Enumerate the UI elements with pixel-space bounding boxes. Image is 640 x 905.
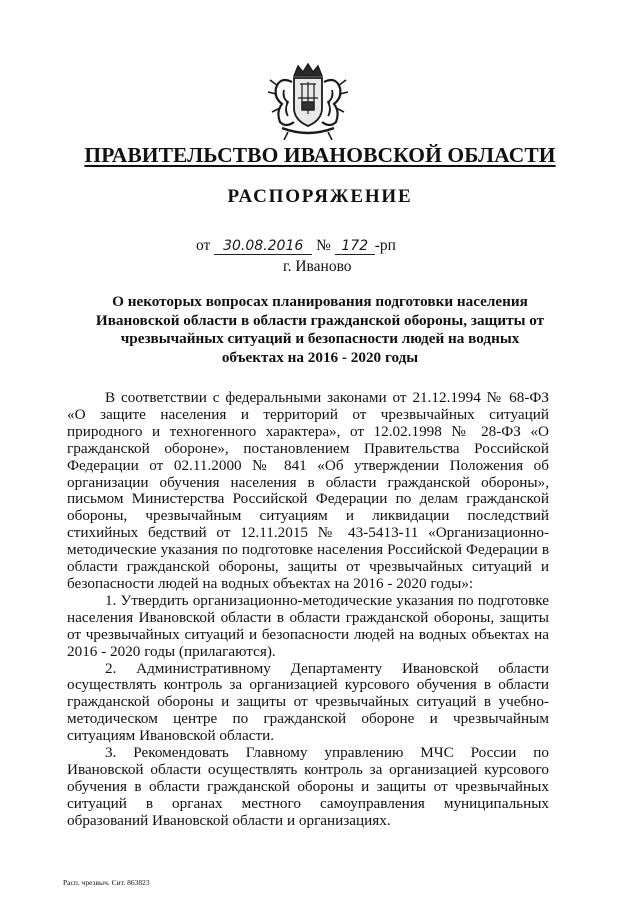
footer-reference: Расп. чрезвыч. Сит. 863823 bbox=[63, 878, 150, 887]
handwritten-date: 30.08.2016 bbox=[214, 239, 312, 255]
number-sign: № bbox=[316, 237, 331, 254]
government-title: ПРАВИТЕЛЬСТВО ИВАНОВСКОЙ ОБЛАСТИ bbox=[84, 143, 556, 167]
coat-of-arms-icon bbox=[264, 62, 352, 144]
clause-2: 2. Административному Департаменту Ивановской области осуществлять контроль за организацией курсового обучения в области гражданской обороны и защиты от чрезвычайных ситуаций в учебно-методическом центре по гражданской обороне и чрезвычайным ситуациям Ивановской области. bbox=[67, 659, 549, 745]
preamble-paragraph: В соответствии с федеральными законами от 21.12.1994 № 68-ФЗ «О защите населения и территорий от чрезвычайных ситуаций природного и техногенного характера», от 12.02.1998 № 28-ФЗ «О гражданской обороне», постановлением Правительства Российской Федерации от 02.11.2000 № 841 «Об утверждении Положения об организации обучения населения в области гражданской обороны», письмом Министерства Российской Федерации по делам гражданской обороны, чрезвычайным ситуациям и ликвидации последствий стихийных бедствий от 12.11.2015 № 43-5413-11 «Организационно-методические указания по подготовке населения Российской Федерации в области гражданской обороны, защиты от чрезвычайных ситуаций и безопасности людей на водных объектах на 2016 - 2020 годы»: bbox=[67, 389, 549, 592]
clause-3: 3. Рекомендовать Главному управлению МЧС России по Ивановской области осуществлять контроль за организацией курсового обучения в области гражданской обороны и защиты от чрезвычайных ситуаций в органах местного самоуправления муниципальных образований Ивановской области и организациях. bbox=[67, 744, 549, 829]
city: г. Иваново bbox=[283, 258, 352, 275]
number-suffix: -рп bbox=[374, 237, 396, 254]
clause-1: 1. Утвердить организационно-методические указания по подготовке населения Ивановской области в области гражданской обороны, защиты от чрезвычайных ситуаций и безопасности людей на водных объектах на 2016 - 2020 годы (прилагаются). bbox=[67, 591, 549, 660]
document-type: РАСПОРЯЖЕНИЕ bbox=[227, 186, 413, 207]
date-prefix: от bbox=[196, 237, 211, 254]
document-body bbox=[67, 390, 549, 830]
date-number-line bbox=[196, 237, 396, 255]
handwritten-number: 172 bbox=[335, 239, 375, 255]
document-subject: О некоторых вопросах планирования подготовки населения Ивановской области в области гражданской обороны, защиты от чрезвычайных ситуаций и безопасности людей на водных объектах на 2016 - 2020 годы bbox=[95, 293, 545, 366]
